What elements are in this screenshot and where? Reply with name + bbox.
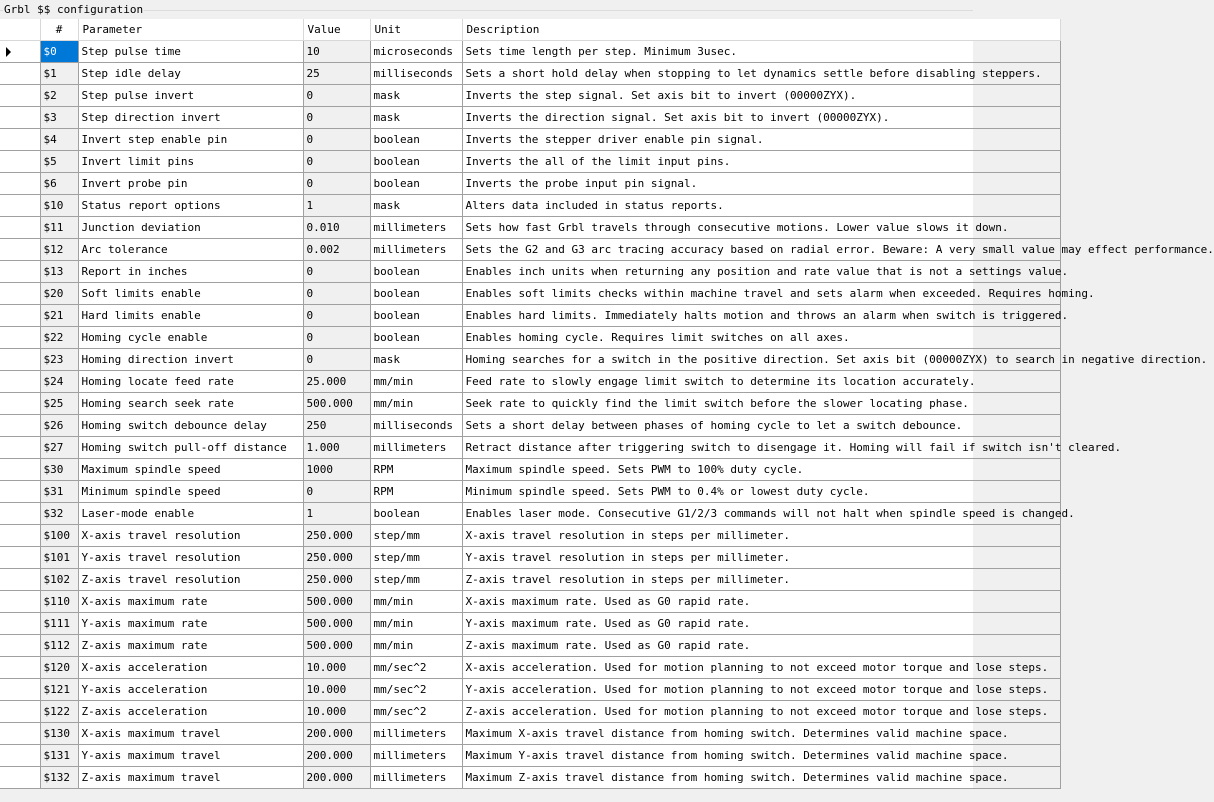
row-selector[interactable] [0,173,40,195]
row-selector[interactable] [0,195,40,217]
row-selector[interactable] [0,503,40,525]
setting-number-cell[interactable]: $100 [40,525,78,547]
parameter-cell[interactable]: Maximum spindle speed [78,459,303,481]
table-body [0,41,1214,789]
description-cell[interactable]: X-axis acceleration. Used for motion planning to not exceed motor torque and lose steps. [462,657,1060,679]
settings-table [0,19,1214,789]
setting-number-cell[interactable]: $0 [40,41,78,63]
value-cell[interactable]: 25.000 [303,371,370,393]
table-row[interactable] [0,503,1060,525]
table-row[interactable] [0,151,1060,173]
value-cell[interactable]: 200.000 [303,723,370,745]
parameter-cell[interactable]: Step pulse invert [78,85,303,107]
row-selector[interactable] [0,283,40,305]
parameter-cell[interactable]: Step pulse time [78,41,303,63]
parameter-cell[interactable]: Homing direction invert [78,349,303,371]
setting-number-cell[interactable]: $26 [40,415,78,437]
table-row[interactable] [0,107,1060,129]
row-header-corner[interactable] [0,19,40,41]
setting-number-cell[interactable]: $2 [40,85,78,107]
table-row[interactable] [0,679,1060,701]
row-selector[interactable] [0,679,40,701]
row-selector[interactable] [0,261,40,283]
unit-cell[interactable]: milliseconds [370,63,462,85]
table-row[interactable] [0,261,1060,283]
parameter-cell[interactable]: Arc tolerance [78,239,303,261]
parameter-cell[interactable]: Y-axis acceleration [78,679,303,701]
value-cell[interactable]: 200.000 [303,767,370,789]
row-selector[interactable] [0,547,40,569]
parameter-cell[interactable]: Soft limits enable [78,283,303,305]
row-selector[interactable] [0,591,40,613]
table-row[interactable] [0,217,1060,239]
description-cell[interactable]: Enables hard limits. Immediately halts motion and throws an alarm when switch is triggered. [462,305,1060,327]
description-cell[interactable]: Inverts the stepper driver enable pin signal. [462,129,1060,151]
row-selector[interactable] [0,459,40,481]
description-cell[interactable]: Enables soft limits checks within machine travel and sets alarm when exceeded. Requires homing. [462,283,1060,305]
parameter-cell[interactable]: Invert limit pins [78,151,303,173]
row-selector[interactable] [0,415,40,437]
table-row[interactable] [0,745,1060,767]
value-cell[interactable]: 10.000 [303,701,370,723]
unit-cell[interactable]: mm/min [370,591,462,613]
row-selector[interactable] [0,327,40,349]
parameter-cell[interactable]: Minimum spindle speed [78,481,303,503]
description-cell[interactable]: Feed rate to slowly engage limit switch to determine its location accurately. [462,371,1060,393]
unit-cell[interactable]: boolean [370,129,462,151]
setting-number-cell[interactable]: $11 [40,217,78,239]
setting-number-cell[interactable]: $110 [40,591,78,613]
row-selector[interactable] [0,723,40,745]
groupbox-border [0,10,973,11]
table-row[interactable] [0,547,1060,569]
row-selector[interactable] [0,63,40,85]
setting-number-cell[interactable]: $32 [40,503,78,525]
description-cell[interactable]: Z-axis acceleration. Used for motion planning to not exceed motor torque and lose steps. [462,701,1060,723]
unit-cell[interactable]: boolean [370,173,462,195]
unit-cell[interactable]: mm/min [370,393,462,415]
unit-cell[interactable]: step/mm [370,569,462,591]
setting-number-cell[interactable]: $4 [40,129,78,151]
description-cell[interactable]: Sets how fast Grbl travels through consecutive motions. Lower value slows it down. [462,217,1060,239]
value-cell[interactable]: 0 [303,327,370,349]
column-header-parameter[interactable]: Parameter [78,19,303,41]
unit-cell[interactable]: mask [370,349,462,371]
description-cell[interactable]: Y-axis travel resolution in steps per millimeter. [462,547,1060,569]
unit-cell[interactable]: step/mm [370,525,462,547]
row-selector[interactable] [0,305,40,327]
row-selector[interactable] [0,107,40,129]
table-row[interactable] [0,459,1060,481]
row-selector[interactable] [0,481,40,503]
parameter-cell[interactable]: Homing switch debounce delay [78,415,303,437]
value-cell[interactable]: 500.000 [303,635,370,657]
unit-cell[interactable]: millimeters [370,217,462,239]
setting-number-cell[interactable]: $111 [40,613,78,635]
row-selector[interactable] [0,437,40,459]
settings-grid[interactable] [0,19,1214,789]
row-selector[interactable] [0,635,40,657]
table-row[interactable] [0,371,1060,393]
row-selector[interactable] [0,569,40,591]
unit-cell[interactable]: boolean [370,503,462,525]
unit-cell[interactable]: boolean [370,261,462,283]
description-cell[interactable]: Inverts the direction signal. Set axis bit to invert (00000ZYX). [462,107,1060,129]
unit-cell[interactable]: microseconds [370,41,462,63]
table-row[interactable] [0,327,1060,349]
value-cell[interactable]: 0 [303,85,370,107]
description-cell[interactable]: Enables laser mode. Consecutive G1/2/3 commands will not halt when spindle speed is changed. [462,503,1060,525]
table-row[interactable] [0,415,1060,437]
table-row[interactable] [0,41,1060,63]
setting-number-cell[interactable]: $22 [40,327,78,349]
setting-number-cell[interactable]: $102 [40,569,78,591]
setting-number-cell[interactable]: $12 [40,239,78,261]
row-selector[interactable] [0,525,40,547]
setting-number-cell[interactable]: $10 [40,195,78,217]
parameter-cell[interactable]: X-axis acceleration [78,657,303,679]
value-cell[interactable]: 500.000 [303,591,370,613]
unit-cell[interactable]: RPM [370,481,462,503]
grid-footer [0,789,973,802]
setting-number-cell[interactable]: $1 [40,63,78,85]
unit-cell[interactable]: mask [370,85,462,107]
setting-number-cell[interactable]: $101 [40,547,78,569]
table-row[interactable] [0,393,1060,415]
parameter-cell[interactable]: Hard limits enable [78,305,303,327]
setting-number-cell[interactable]: $21 [40,305,78,327]
value-cell[interactable]: 25 [303,63,370,85]
row-selector[interactable] [0,349,40,371]
description-cell[interactable]: Inverts the probe input pin signal. [462,173,1060,195]
description-cell[interactable]: Maximum X-axis travel distance from homing switch. Determines valid machine space. [462,723,1060,745]
value-cell[interactable]: 10.000 [303,657,370,679]
column-header-number[interactable]: # [40,19,78,41]
setting-number-cell[interactable]: $6 [40,173,78,195]
current-row-arrow-icon [6,47,11,57]
description-cell[interactable]: Maximum Z-axis travel distance from homing switch. Determines valid machine space. [462,767,1060,789]
parameter-cell[interactable]: X-axis travel resolution [78,525,303,547]
value-cell[interactable]: 0 [303,151,370,173]
row-selector[interactable] [0,613,40,635]
table-row[interactable] [0,767,1060,789]
setting-number-cell[interactable]: $112 [40,635,78,657]
value-cell[interactable]: 0 [303,173,370,195]
unit-cell[interactable]: millimeters [370,437,462,459]
setting-number-cell[interactable]: $27 [40,437,78,459]
setting-number-cell[interactable]: $25 [40,393,78,415]
value-cell[interactable]: 250.000 [303,547,370,569]
unit-cell[interactable]: mm/sec^2 [370,679,462,701]
parameter-cell[interactable]: Junction deviation [78,217,303,239]
value-cell[interactable]: 10.000 [303,679,370,701]
row-selector[interactable] [0,129,40,151]
value-cell[interactable]: 200.000 [303,745,370,767]
setting-number-cell[interactable]: $132 [40,767,78,789]
value-cell[interactable]: 0 [303,481,370,503]
parameter-cell[interactable]: X-axis maximum rate [78,591,303,613]
unit-cell[interactable]: boolean [370,151,462,173]
unit-cell[interactable]: millimeters [370,745,462,767]
table-row[interactable] [0,283,1060,305]
parameter-cell[interactable]: Report in inches [78,261,303,283]
unit-cell[interactable]: boolean [370,283,462,305]
unit-cell[interactable]: step/mm [370,547,462,569]
description-cell[interactable]: Enables homing cycle. Requires limit switches on all axes. [462,327,1060,349]
setting-number-cell[interactable]: $13 [40,261,78,283]
row-selector[interactable] [0,767,40,789]
description-cell[interactable]: Sets a short delay between phases of homing cycle to let a switch debounce. [462,415,1060,437]
setting-number-cell[interactable]: $30 [40,459,78,481]
value-cell[interactable]: 1 [303,503,370,525]
table-row[interactable] [0,437,1060,459]
parameter-cell[interactable]: Step direction invert [78,107,303,129]
setting-number-cell[interactable]: $23 [40,349,78,371]
value-cell[interactable]: 1.000 [303,437,370,459]
unit-cell[interactable]: milliseconds [370,415,462,437]
description-cell[interactable]: Minimum spindle speed. Sets PWM to 0.4% or lowest duty cycle. [462,481,1060,503]
table-row[interactable] [0,349,1060,371]
column-header-value[interactable]: Value [303,19,370,41]
setting-number-cell[interactable]: $5 [40,151,78,173]
description-cell[interactable]: Z-axis maximum rate. Used as G0 rapid rate. [462,635,1060,657]
table-row[interactable] [0,723,1060,745]
table-row[interactable] [0,701,1060,723]
value-cell[interactable]: 0.002 [303,239,370,261]
parameter-cell[interactable]: Z-axis maximum travel [78,767,303,789]
parameter-cell[interactable]: Z-axis maximum rate [78,635,303,657]
value-cell[interactable]: 0 [303,349,370,371]
parameter-cell[interactable]: Invert probe pin [78,173,303,195]
table-row[interactable] [0,129,1060,151]
parameter-cell[interactable]: Y-axis maximum rate [78,613,303,635]
unit-cell[interactable]: mm/sec^2 [370,701,462,723]
parameter-cell[interactable]: Laser-mode enable [78,503,303,525]
row-selector[interactable] [0,239,40,261]
unit-cell[interactable]: mm/min [370,371,462,393]
value-cell[interactable]: 250 [303,415,370,437]
unit-cell[interactable]: millimeters [370,767,462,789]
row-selector[interactable] [0,41,40,63]
unit-cell[interactable]: mm/min [370,613,462,635]
setting-number-cell[interactable]: $3 [40,107,78,129]
value-cell[interactable]: 0 [303,107,370,129]
parameter-cell[interactable]: Homing switch pull-off distance [78,437,303,459]
value-cell[interactable]: 0 [303,305,370,327]
parameter-cell[interactable]: Step idle delay [78,63,303,85]
unit-cell[interactable]: millimeters [370,723,462,745]
setting-number-cell[interactable]: $24 [40,371,78,393]
setting-number-cell[interactable]: $120 [40,657,78,679]
parameter-cell[interactable]: Homing search seek rate [78,393,303,415]
description-cell[interactable]: Y-axis maximum rate. Used as G0 rapid rate. [462,613,1060,635]
description-cell[interactable]: X-axis travel resolution in steps per millimeter. [462,525,1060,547]
unit-cell[interactable]: mm/min [370,635,462,657]
description-cell[interactable]: Homing searches for a switch in the positive direction. Set axis bit (00000ZYX) to search in negative direction. [462,349,1060,371]
description-cell[interactable]: Maximum Y-axis travel distance from homing switch. Determines valid machine space. [462,745,1060,767]
table-row[interactable] [0,305,1060,327]
value-cell[interactable]: 10 [303,41,370,63]
value-cell[interactable]: 500.000 [303,393,370,415]
table-row[interactable] [0,613,1060,635]
setting-number-cell[interactable]: $31 [40,481,78,503]
value-cell[interactable]: 0 [303,283,370,305]
table-row[interactable] [0,239,1060,261]
value-cell[interactable]: 0 [303,129,370,151]
description-cell[interactable]: Z-axis travel resolution in steps per millimeter. [462,569,1060,591]
parameter-cell[interactable]: Y-axis travel resolution [78,547,303,569]
parameter-cell[interactable]: Homing locate feed rate [78,371,303,393]
description-cell[interactable]: Seek rate to quickly find the limit switch before the slower locating phase. [462,393,1060,415]
value-cell[interactable]: 1000 [303,459,370,481]
table-row[interactable] [0,173,1060,195]
unit-cell[interactable]: millimeters [370,239,462,261]
description-cell[interactable]: Y-axis acceleration. Used for motion planning to not exceed motor torque and lose steps. [462,679,1060,701]
setting-number-cell[interactable]: $130 [40,723,78,745]
table-row[interactable] [0,591,1060,613]
description-cell[interactable]: Inverts the step signal. Set axis bit to invert (00000ZYX). [462,85,1060,107]
setting-number-cell[interactable]: $122 [40,701,78,723]
parameter-cell[interactable]: Invert step enable pin [78,129,303,151]
parameter-cell[interactable]: Z-axis acceleration [78,701,303,723]
table-row[interactable] [0,481,1060,503]
setting-number-cell[interactable]: $121 [40,679,78,701]
row-selector[interactable] [0,85,40,107]
parameter-cell[interactable]: X-axis maximum travel [78,723,303,745]
table-row[interactable] [0,635,1060,657]
row-selector[interactable] [0,393,40,415]
description-cell[interactable]: Retract distance after triggering switch to disengage it. Homing will fail if switch isn't cleared. [462,437,1060,459]
row-selector[interactable] [0,745,40,767]
unit-cell[interactable]: mask [370,107,462,129]
table-row[interactable] [0,569,1060,591]
description-cell[interactable]: Enables inch units when returning any position and rate value that is not a settings value. [462,261,1060,283]
setting-number-cell[interactable]: $131 [40,745,78,767]
description-cell[interactable]: Sets time length per step. Minimum 3usec. [462,41,1060,63]
description-cell[interactable]: Alters data included in status reports. [462,195,1060,217]
parameter-cell[interactable]: Y-axis maximum travel [78,745,303,767]
setting-number-cell[interactable]: $20 [40,283,78,305]
groupbox-title: Grbl $$ configuration [4,3,144,16]
value-cell[interactable]: 250.000 [303,525,370,547]
column-header-description[interactable]: Description [462,19,1060,41]
unit-cell[interactable]: mm/sec^2 [370,657,462,679]
value-cell[interactable]: 0.010 [303,217,370,239]
row-selector[interactable] [0,151,40,173]
row-selector[interactable] [0,701,40,723]
table-row[interactable] [0,525,1060,547]
table-row[interactable] [0,85,1060,107]
parameter-cell[interactable]: Z-axis travel resolution [78,569,303,591]
value-cell[interactable]: 0 [303,261,370,283]
description-cell[interactable]: Inverts the all of the limit input pins. [462,151,1060,173]
table-row[interactable] [0,657,1060,679]
row-selector[interactable] [0,657,40,679]
value-cell[interactable]: 1 [303,195,370,217]
table-row[interactable] [0,195,1060,217]
parameter-cell[interactable]: Status report options [78,195,303,217]
unit-cell[interactable]: mask [370,195,462,217]
row-selector[interactable] [0,371,40,393]
description-cell[interactable]: X-axis maximum rate. Used as G0 rapid rate. [462,591,1060,613]
description-cell[interactable]: Sets a short hold delay when stopping to let dynamics settle before disabling steppers. [462,63,1060,85]
header-row [0,19,1060,41]
row-selector[interactable] [0,217,40,239]
unit-cell[interactable]: boolean [370,327,462,349]
value-cell[interactable]: 250.000 [303,569,370,591]
unit-cell[interactable]: boolean [370,305,462,327]
description-cell[interactable]: Sets the G2 and G3 arc tracing accuracy based on radial error. Beware: A very small value may effect performance. [462,239,1060,261]
column-header-unit[interactable]: Unit [370,19,462,41]
unit-cell[interactable]: RPM [370,459,462,481]
value-cell[interactable]: 500.000 [303,613,370,635]
description-cell[interactable]: Maximum spindle speed. Sets PWM to 100% duty cycle. [462,459,1060,481]
table-row[interactable] [0,63,1060,85]
parameter-cell[interactable]: Homing cycle enable [78,327,303,349]
